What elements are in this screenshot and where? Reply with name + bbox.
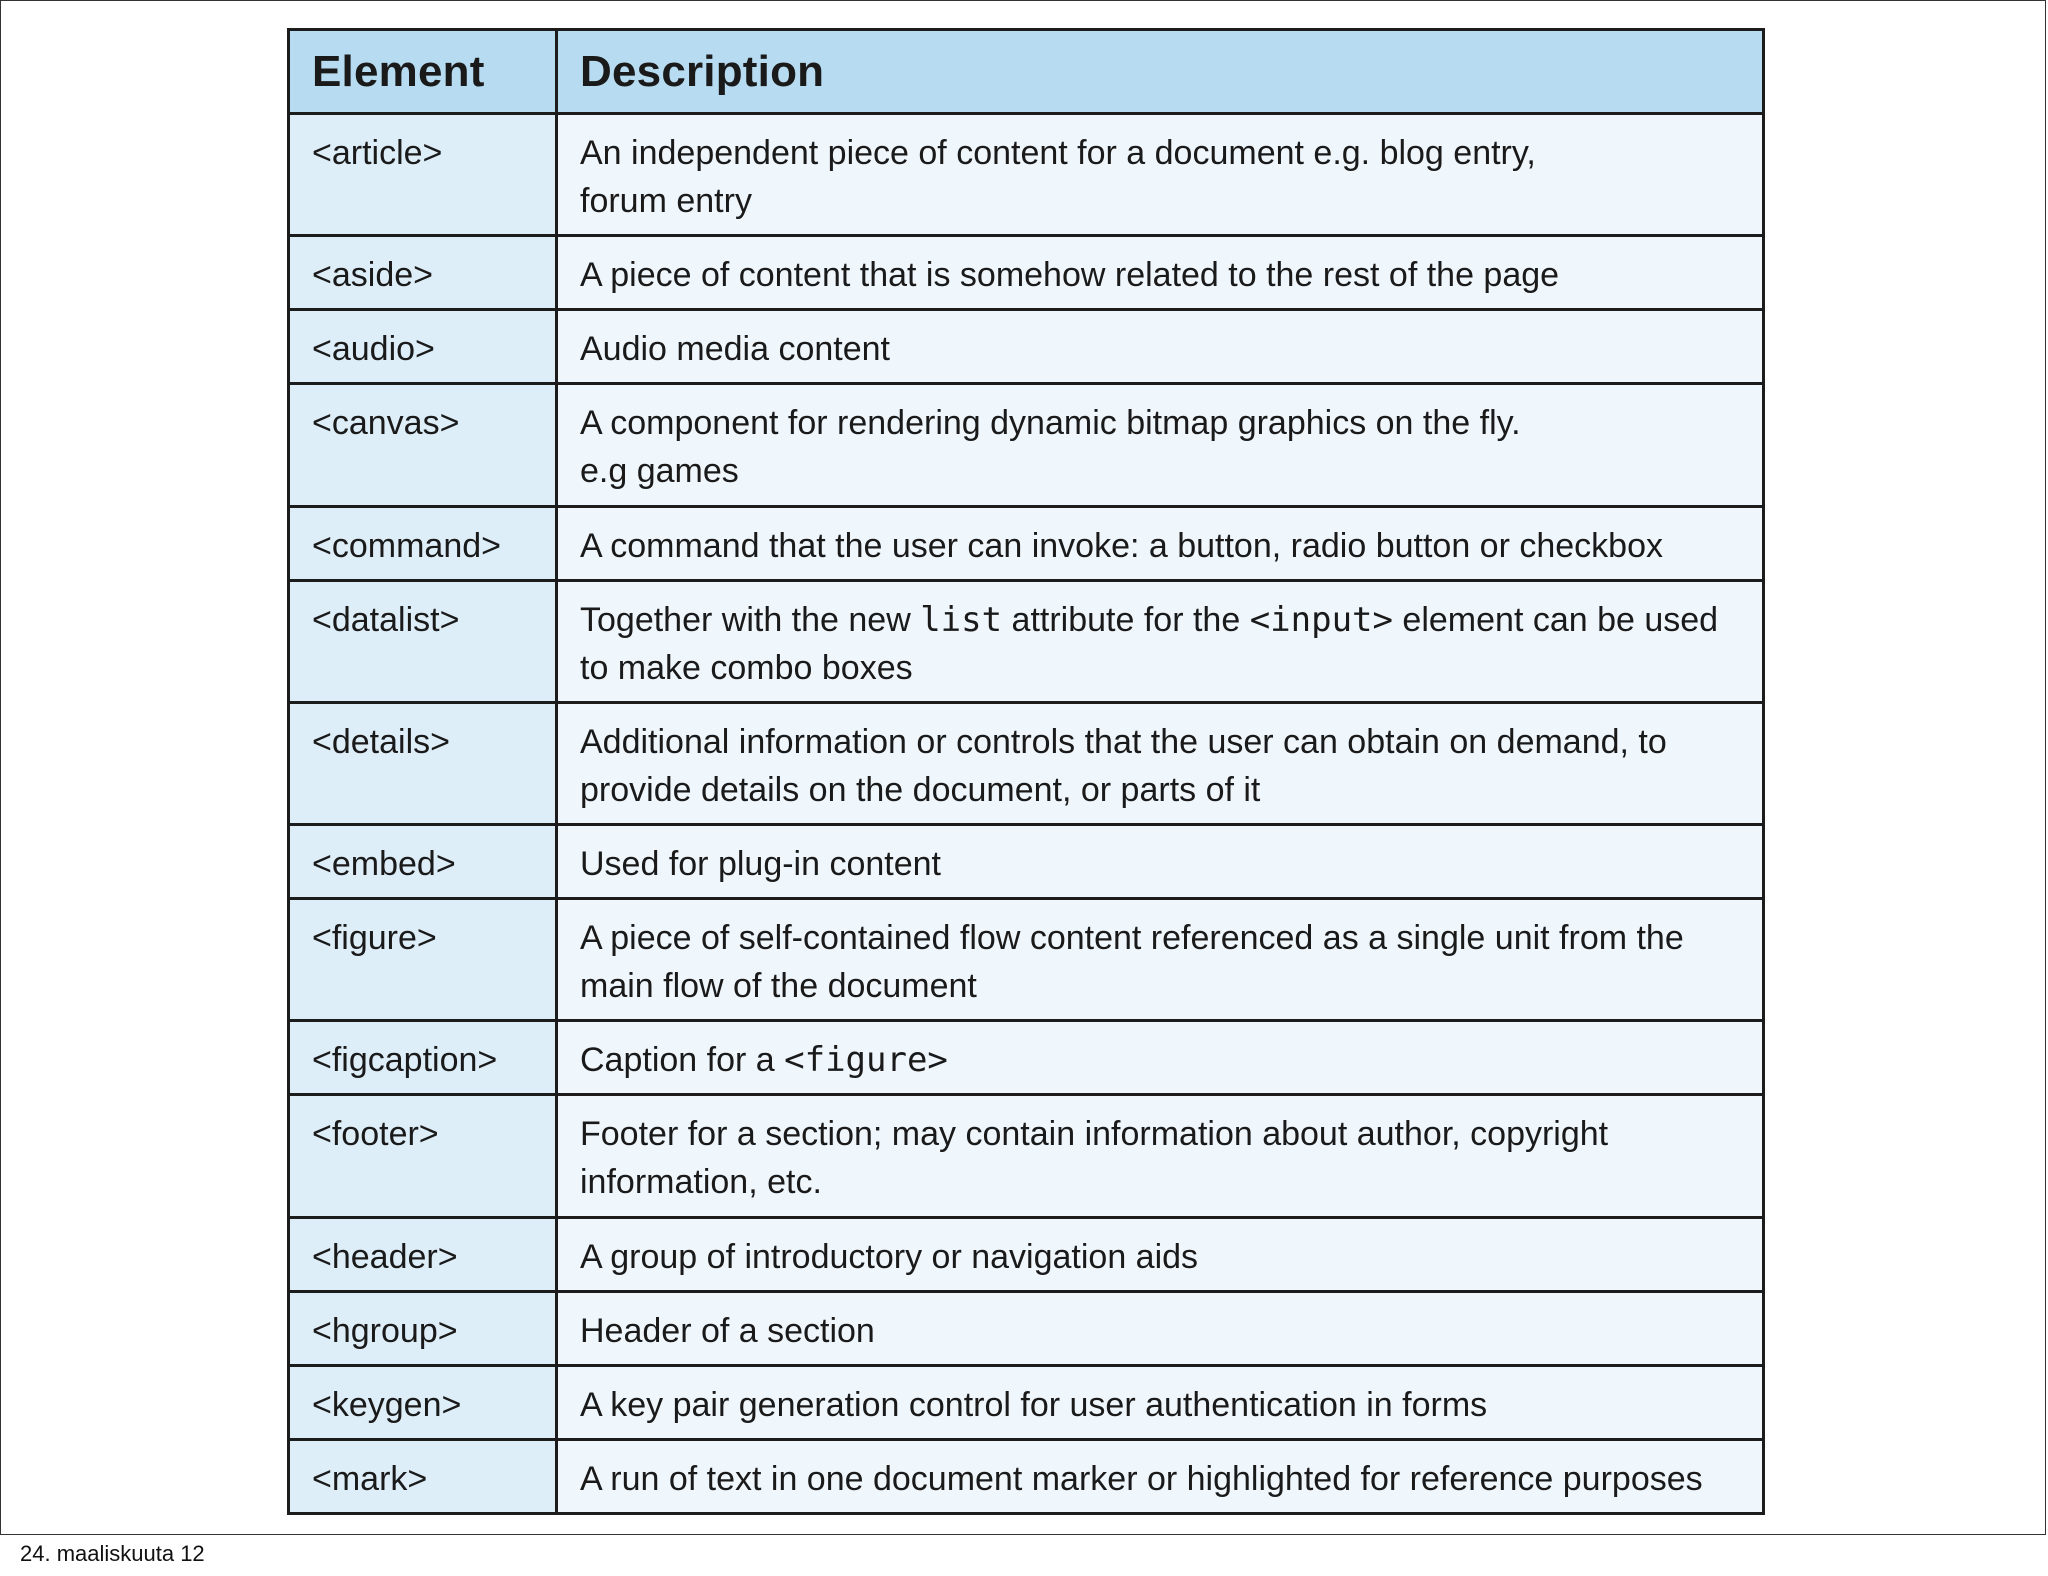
html5-elements-table — [287, 28, 1765, 1515]
table-row — [289, 580, 1764, 702]
table-row — [289, 824, 1764, 898]
element-cell: <hgroup> — [289, 1291, 557, 1365]
element-cell: <header> — [289, 1217, 557, 1291]
description-line: Additional information or controls that the user can obtain on demand, to — [580, 722, 1667, 761]
description-cell — [557, 1095, 1764, 1217]
table-row — [289, 1021, 1764, 1095]
element-cell: <keygen> — [289, 1365, 557, 1439]
description-cell — [557, 824, 1764, 898]
description-cell — [557, 114, 1764, 236]
code-figure-element: <figure> — [784, 1040, 948, 1081]
description-cell — [557, 1365, 1764, 1439]
description-text: attribute for the — [1002, 600, 1250, 639]
element-cell: <details> — [289, 702, 557, 824]
element-cell: <canvas> — [289, 384, 557, 506]
element-cell: <figure> — [289, 899, 557, 1021]
code-input-element: <input> — [1249, 599, 1393, 640]
description-line: information, etc. — [580, 1163, 822, 1202]
table-row — [289, 310, 1764, 384]
elements-table-container — [287, 28, 1765, 1515]
element-cell: <datalist> — [289, 580, 557, 702]
description-line: e.g games — [580, 452, 739, 491]
element-cell: <command> — [289, 506, 557, 580]
element-cell: <footer> — [289, 1095, 557, 1217]
footer-date: 24. maaliskuuta 12 — [20, 1541, 205, 1566]
table-row — [289, 236, 1764, 310]
description-line: A group of introductory or navigation aids — [580, 1237, 1199, 1276]
description-text: Caption for a — [580, 1041, 785, 1080]
element-cell: <aside> — [289, 236, 557, 310]
description-line: A piece of self-contained flow content referenced as a single unit from the — [580, 919, 1684, 958]
table-row — [289, 384, 1764, 506]
element-cell: <figcaption> — [289, 1021, 557, 1095]
element-cell: <mark> — [289, 1439, 557, 1513]
description-cell — [557, 580, 1764, 702]
table-row — [289, 1291, 1764, 1365]
element-cell: <embed> — [289, 824, 557, 898]
description-cell — [557, 384, 1764, 506]
table-row — [289, 1095, 1764, 1217]
table-row — [289, 702, 1764, 824]
element-cell: <article> — [289, 114, 557, 236]
description-line: Footer for a section; may contain information about author, copyright — [580, 1115, 1609, 1154]
description-line: Header of a section — [580, 1311, 875, 1350]
description-line: main flow of the document — [580, 967, 977, 1006]
description-cell — [557, 1439, 1764, 1513]
description-cell — [557, 1217, 1764, 1291]
table-row — [289, 506, 1764, 580]
description-line: A piece of content that is somehow related to the rest of the page — [580, 256, 1560, 295]
description-line: provide details on the document, or parts of it — [580, 770, 1261, 809]
table-row — [289, 1365, 1764, 1439]
header-element: Element — [289, 30, 557, 114]
description-text: element can be used — [1392, 600, 1719, 639]
description-cell — [557, 236, 1764, 310]
table-row — [289, 1439, 1764, 1513]
description-cell — [557, 310, 1764, 384]
table-header-row — [289, 30, 1764, 114]
description-cell — [557, 899, 1764, 1021]
description-line: Used for plug-in content — [580, 844, 941, 883]
table-row — [289, 899, 1764, 1021]
description-line: to make combo boxes — [580, 648, 913, 687]
description-cell — [557, 1021, 1764, 1095]
description-cell — [557, 702, 1764, 824]
description-line: A command that the user can invoke: a button, radio button or checkbox — [580, 526, 1663, 565]
table-row — [289, 1217, 1764, 1291]
description-line: Audio media content — [580, 330, 890, 369]
header-description: Description — [557, 30, 1764, 114]
description-line: A key pair generation control for user authentication in forms — [580, 1385, 1488, 1424]
description-line: forum entry — [580, 182, 752, 220]
code-list-attribute: list — [920, 599, 1003, 640]
description-cell — [557, 506, 1764, 580]
element-cell: <audio> — [289, 310, 557, 384]
table-row — [289, 114, 1764, 236]
description-line: An independent piece of content for a document e.g. blog entry, — [580, 134, 1536, 172]
description-line: A run of text in one document marker or highlighted for reference purposes — [580, 1459, 1703, 1498]
description-cell — [557, 1291, 1764, 1365]
description-line: A component for rendering dynamic bitmap graphics on the fly. — [580, 404, 1521, 443]
description-text: Together with the new — [580, 600, 921, 639]
